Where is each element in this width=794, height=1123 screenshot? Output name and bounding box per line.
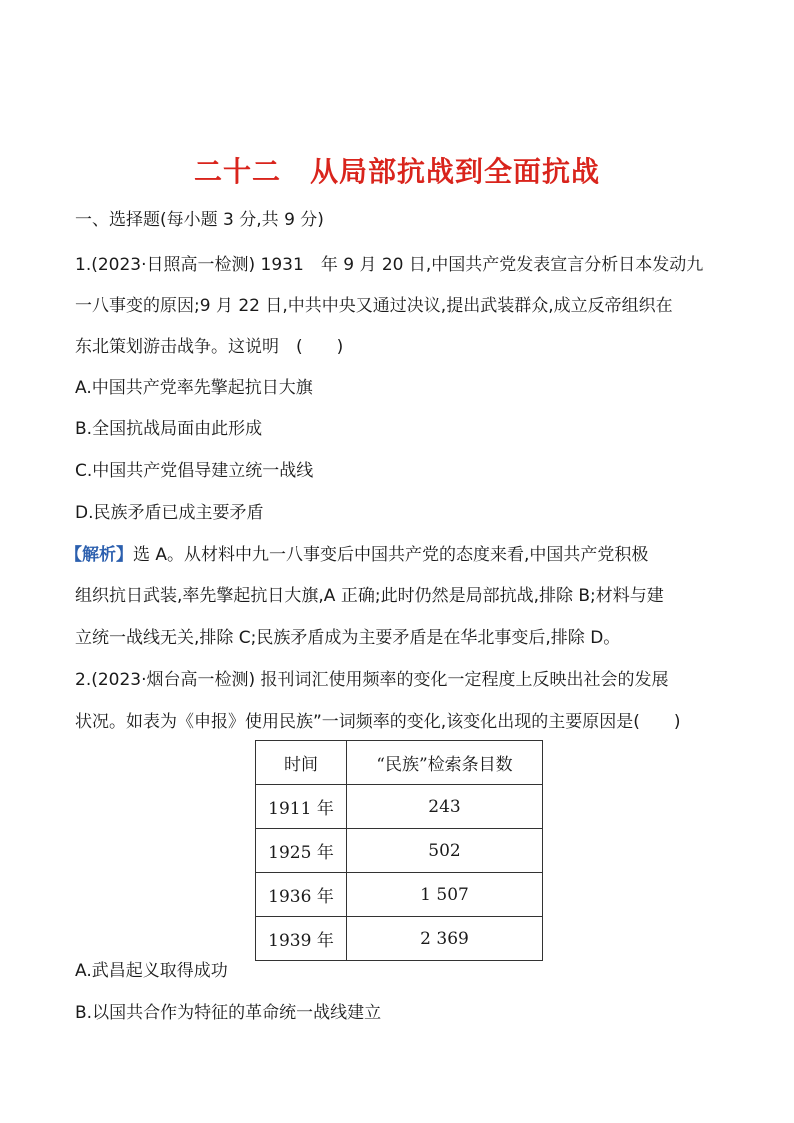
q1-analysis-text-1: 选 A。从材料中九一八事变后中国共产党的态度来看,中国共产党积极 [133,545,649,565]
table-row [256,829,543,873]
q1-stem-line-1: 1.(2023·日照高一检测) 1931 年 9 月 20 日,中国共产党发表宣言分析日本发动九 [75,255,704,275]
page-title: 二十二 从局部抗战到全面抗战 [193,155,600,188]
q1-option-a: A.中国共产党率先擎起抗日大旗 [75,378,313,398]
q2-stem-line-2: 状况。如表为《申报》使用民族”一词频率的变化,该变化出现的主要原因是( ) [75,712,681,732]
table-cell-year: 1911 年 [256,785,347,829]
section-heading: 一、选择题(每小题 3 分,共 9 分) [75,210,324,230]
analysis-tag: 【解析】 [65,545,133,565]
table-cell-count: 2 369 [347,917,543,961]
q1-stem-line-3: 东北策划游击战争。这说明 ( ) [75,337,344,357]
table-row [256,785,543,829]
table-row [256,873,543,917]
table-cell-count: 1 507 [347,873,543,917]
table-header-time: 时间 [256,741,347,785]
q1-option-c: C.中国共产党倡导建立统一战线 [75,461,314,481]
q1-option-d: D.民族矛盾已成主要矛盾 [75,503,264,523]
q1-stem-line-2: 一八事变的原因;9 月 22 日,中共中央又通过决议,提出武装群众,成立反帝组织在 [75,296,673,316]
q2-stem-line-1: 2.(2023·烟台高一检测) 报刊词汇使用频率的变化一定程度上反映出社会的发展 [75,670,669,690]
q2-option-b: B.以国共合作为特征的革命统一战线建立 [75,1003,382,1023]
table-cell-year: 1939 年 [256,917,347,961]
table-cell-count: 243 [347,785,543,829]
q1-analysis-line-1 [65,543,648,567]
frequency-table [255,740,543,961]
table-header-row [256,741,543,785]
table-cell-count: 502 [347,829,543,873]
table-header-count: “民族”检索条目数 [347,741,543,785]
q1-analysis-line-3: 立统一战线无关,排除 C;民族矛盾成为主要矛盾是在华北事变后,排除 D。 [75,628,621,648]
q1-analysis-line-2: 组织抗日武装,率先擎起抗日大旗,A 正确;此时仍然是局部抗战,排除 B;材料与建 [75,586,664,606]
q1-option-b: B.全国抗战局面由此形成 [75,419,263,439]
table-cell-year: 1925 年 [256,829,347,873]
q2-option-a: A.武昌起义取得成功 [75,961,228,981]
table-row [256,917,543,961]
table-cell-year: 1936 年 [256,873,347,917]
